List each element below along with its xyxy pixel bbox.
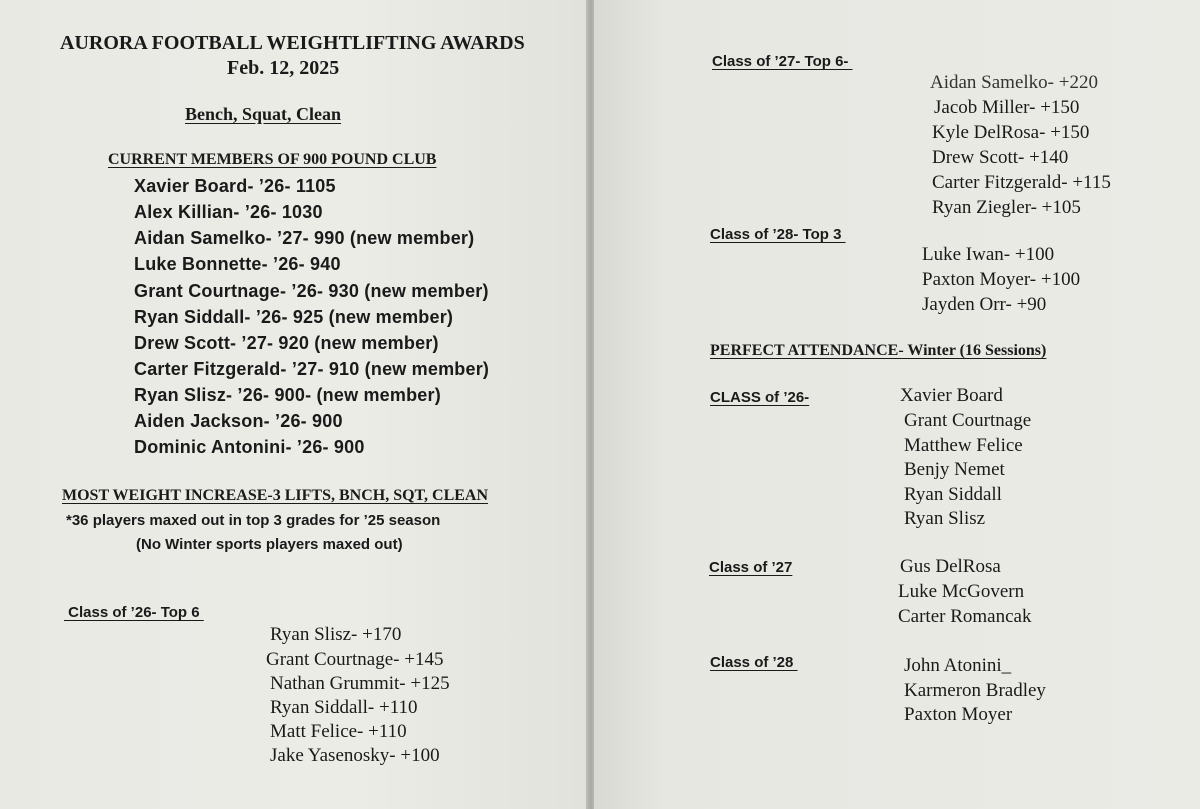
list-item: Drew Scott- +140 <box>932 147 1069 168</box>
list-item: Matthew Felice <box>904 435 1023 456</box>
list-item: Matt Felice- +110 <box>270 721 407 742</box>
list-item: Paxton Moyer <box>904 704 1013 725</box>
list-item: Grant Courtnage <box>904 410 1032 431</box>
list-item: Luke McGovern <box>898 581 1025 602</box>
list-item: Jake Yasenosky- +100 <box>270 745 440 766</box>
club-heading: CURRENT MEMBERS OF 900 POUND CLUB <box>108 151 437 168</box>
list-item: John Atonini_ <box>904 655 1012 676</box>
list-item: Luke Bonnette- ’26- 940 <box>134 254 341 274</box>
list-item: Xavier Board <box>900 385 1003 406</box>
list-item: Ryan Slisz <box>904 508 986 529</box>
class27-heading: Class of ’27- Top 6- <box>712 53 853 70</box>
attendance-class26-label: CLASS of ’26- <box>710 389 810 406</box>
list-item: Benjy Nemet <box>904 459 1005 480</box>
list-item: Xavier Board- ’26- 1105 <box>134 176 336 196</box>
list-item: Carter Fitzgerald- +115 <box>932 172 1111 193</box>
list-item: Luke Iwan- +100 <box>922 244 1055 265</box>
class26-heading: Class of ’26- Top 6 <box>64 604 204 621</box>
list-item: Paxton Moyer- +100 <box>922 269 1081 290</box>
attendance-heading: PERFECT ATTENDANCE- Winter (16 Sessions) <box>710 342 1047 359</box>
list-item: Ryan Slisz- +170 <box>270 624 402 645</box>
list-item: Jayden Orr- +90 <box>922 294 1047 315</box>
document-date: Feb. 12, 2025 <box>227 57 340 79</box>
list-item: Aidan Samelko- ’27- 990 (new member) <box>134 228 475 248</box>
class28-heading: Class of ’28- Top 3 <box>710 226 846 243</box>
right-page <box>594 0 1200 809</box>
list-item: Carter Romancak <box>898 606 1032 627</box>
list-item: Nathan Grummit- +125 <box>270 673 450 694</box>
list-item: Drew Scott- ’27- 920 (new member) <box>134 333 439 353</box>
attendance-class28-label: Class of ’28 <box>710 654 798 671</box>
list-item: Ryan Siddall- ’26- 925 (new member) <box>134 307 454 327</box>
list-item: Ryan Siddall- +110 <box>270 697 418 718</box>
maxed-out-note: *36 players maxed out in top 3 grades for ’25 season <box>66 512 441 529</box>
winter-sports-note: (No Winter sports players maxed out) <box>136 536 403 553</box>
list-item: Aidan Samelko- +220 <box>930 72 1098 93</box>
list-item: Ryan Siddall <box>904 484 1002 505</box>
document-title: AURORA FOOTBALL WEIGHTLIFTING AWARDS <box>60 32 525 54</box>
list-item: Karmeron Bradley <box>904 680 1046 701</box>
list-item: Carter Fitzgerald- ’27- 910 (new member) <box>134 359 490 379</box>
list-item: Aiden Jackson- ’26- 900 <box>134 411 343 431</box>
increase-heading: MOST WEIGHT INCREASE-3 LIFTS, BNCH, SQT, CLEAN <box>62 487 489 504</box>
lifts-subtitle: Bench, Squat, Clean <box>185 104 342 124</box>
list-item: Jacob Miller- +150 <box>934 97 1080 118</box>
left-page <box>0 0 588 809</box>
list-item: Grant Courtnage- +145 <box>266 649 444 670</box>
list-item: Alex Killian- ’26- 1030 <box>134 202 323 222</box>
attendance-class27-label: Class of ’27 <box>709 559 793 576</box>
list-item: Grant Courtnage- ’26- 930 (new member) <box>134 281 489 301</box>
list-item: Ryan Ziegler- +105 <box>932 197 1081 218</box>
list-item: Kyle DelRosa- +150 <box>932 122 1090 143</box>
list-item: Gus DelRosa <box>900 556 1001 577</box>
list-item: Ryan Slisz- ’26- 900- (new member) <box>134 385 441 405</box>
list-item: Dominic Antonini- ’26- 900 <box>134 437 365 457</box>
